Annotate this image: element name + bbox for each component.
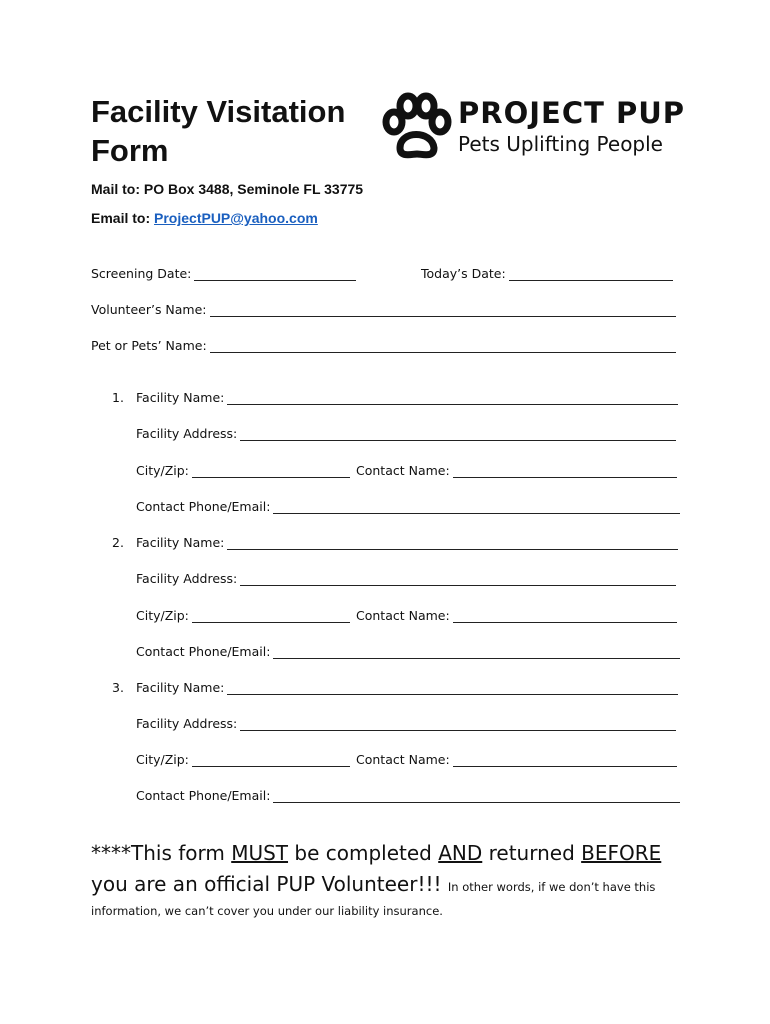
city-zip-line[interactable]: [192, 753, 350, 767]
contact-phone-label: Contact Phone/Email:: [136, 499, 271, 514]
todays-date-line[interactable]: [509, 267, 673, 281]
volunteer-name-line[interactable]: [210, 303, 676, 317]
facility-name-field[interactable]: [136, 680, 678, 695]
notice-part2: be completed: [288, 841, 439, 865]
screening-date-label: Screening Date:: [91, 266, 192, 281]
email-to: [91, 210, 318, 226]
pet-name-line[interactable]: [210, 339, 676, 353]
todays-date-label: Today’s Date:: [421, 266, 506, 281]
page-title: Facility Visitation Form: [91, 94, 346, 168]
notice-must: MUST: [231, 841, 289, 865]
facility-name-label: Facility Name:: [136, 535, 225, 550]
paw-icon: [380, 92, 452, 162]
facility-address-field[interactable]: [136, 426, 676, 441]
facility-address-label: Facility Address:: [136, 716, 238, 731]
project-pup-logo: [380, 92, 700, 167]
facility-address-line[interactable]: [240, 717, 676, 731]
notice-small-print: In other words, if we don’t have this information, we can’t cover you under our liability insurance.: [91, 880, 656, 918]
screening-date-field[interactable]: [91, 266, 356, 281]
city-zip-line[interactable]: [192, 609, 350, 623]
notice-part4: you are an official PUP Volunteer!!!: [91, 872, 448, 896]
todays-date-field[interactable]: [421, 266, 673, 281]
contact-phone-line[interactable]: [273, 645, 680, 659]
facility-name-field[interactable]: [136, 390, 678, 405]
screening-date-line[interactable]: [194, 267, 356, 281]
contact-phone-line[interactable]: [273, 500, 680, 514]
notice-part1: ****This form: [91, 841, 232, 865]
logo-name: PROJECT PUP: [458, 96, 686, 130]
facility-address-label: Facility Address:: [136, 426, 238, 441]
city-zip-label: City/Zip:: [136, 752, 189, 767]
volunteer-name-label: Volunteer’s Name:: [91, 302, 207, 317]
contact-phone-line[interactable]: [273, 789, 680, 803]
notice-and: AND: [438, 841, 483, 865]
city-zip-field[interactable]: [136, 608, 350, 623]
facility-name-label: Facility Name:: [136, 680, 225, 695]
contact-name-field[interactable]: [356, 608, 677, 623]
facility-number: 2.: [112, 535, 124, 550]
facility-address-label: Facility Address:: [136, 571, 238, 586]
contact-name-field[interactable]: [356, 463, 677, 478]
contact-name-line[interactable]: [453, 464, 677, 478]
contact-name-field[interactable]: [356, 752, 677, 767]
contact-name-line[interactable]: [453, 753, 677, 767]
city-zip-line[interactable]: [192, 464, 350, 478]
facility-address-field[interactable]: [136, 716, 676, 731]
contact-phone-label: Contact Phone/Email:: [136, 788, 271, 803]
pet-name-field[interactable]: [91, 338, 676, 353]
email-link[interactable]: ProjectPUP@yahoo.com: [154, 210, 318, 226]
facility-name-line[interactable]: [227, 391, 678, 405]
contact-phone-field[interactable]: [136, 644, 680, 659]
city-zip-field[interactable]: [136, 463, 350, 478]
contact-name-label: Contact Name:: [356, 608, 450, 623]
facility-name-line[interactable]: [227, 536, 678, 550]
contact-name-label: Contact Name:: [356, 463, 450, 478]
notice-part3: returned: [482, 841, 582, 865]
facility-address-field[interactable]: [136, 571, 676, 586]
city-zip-label: City/Zip:: [136, 608, 189, 623]
facility-name-label: Facility Name:: [136, 390, 225, 405]
facility-address-line[interactable]: [240, 427, 676, 441]
contact-phone-field[interactable]: [136, 788, 680, 803]
facility-number: 1.: [112, 390, 124, 405]
email-label: Email to:: [91, 210, 155, 226]
volunteer-name-field[interactable]: [91, 302, 676, 317]
city-zip-label: City/Zip:: [136, 463, 189, 478]
city-zip-field[interactable]: [136, 752, 350, 767]
pet-name-label: Pet or Pets’ Name:: [91, 338, 207, 353]
mail-to-address: Mail to: PO Box 3488, Seminole FL 33775: [91, 181, 364, 197]
contact-phone-field[interactable]: [136, 499, 680, 514]
notice-before: BEFORE: [581, 841, 662, 865]
facility-name-field[interactable]: [136, 535, 678, 550]
liability-notice: [91, 838, 691, 919]
facility-number: 3.: [112, 680, 124, 695]
logo-tagline: Pets Uplifting People: [458, 132, 663, 156]
contact-phone-label: Contact Phone/Email:: [136, 644, 271, 659]
facility-address-line[interactable]: [240, 572, 676, 586]
facility-name-line[interactable]: [227, 681, 678, 695]
contact-name-label: Contact Name:: [356, 752, 450, 767]
contact-name-line[interactable]: [453, 609, 677, 623]
